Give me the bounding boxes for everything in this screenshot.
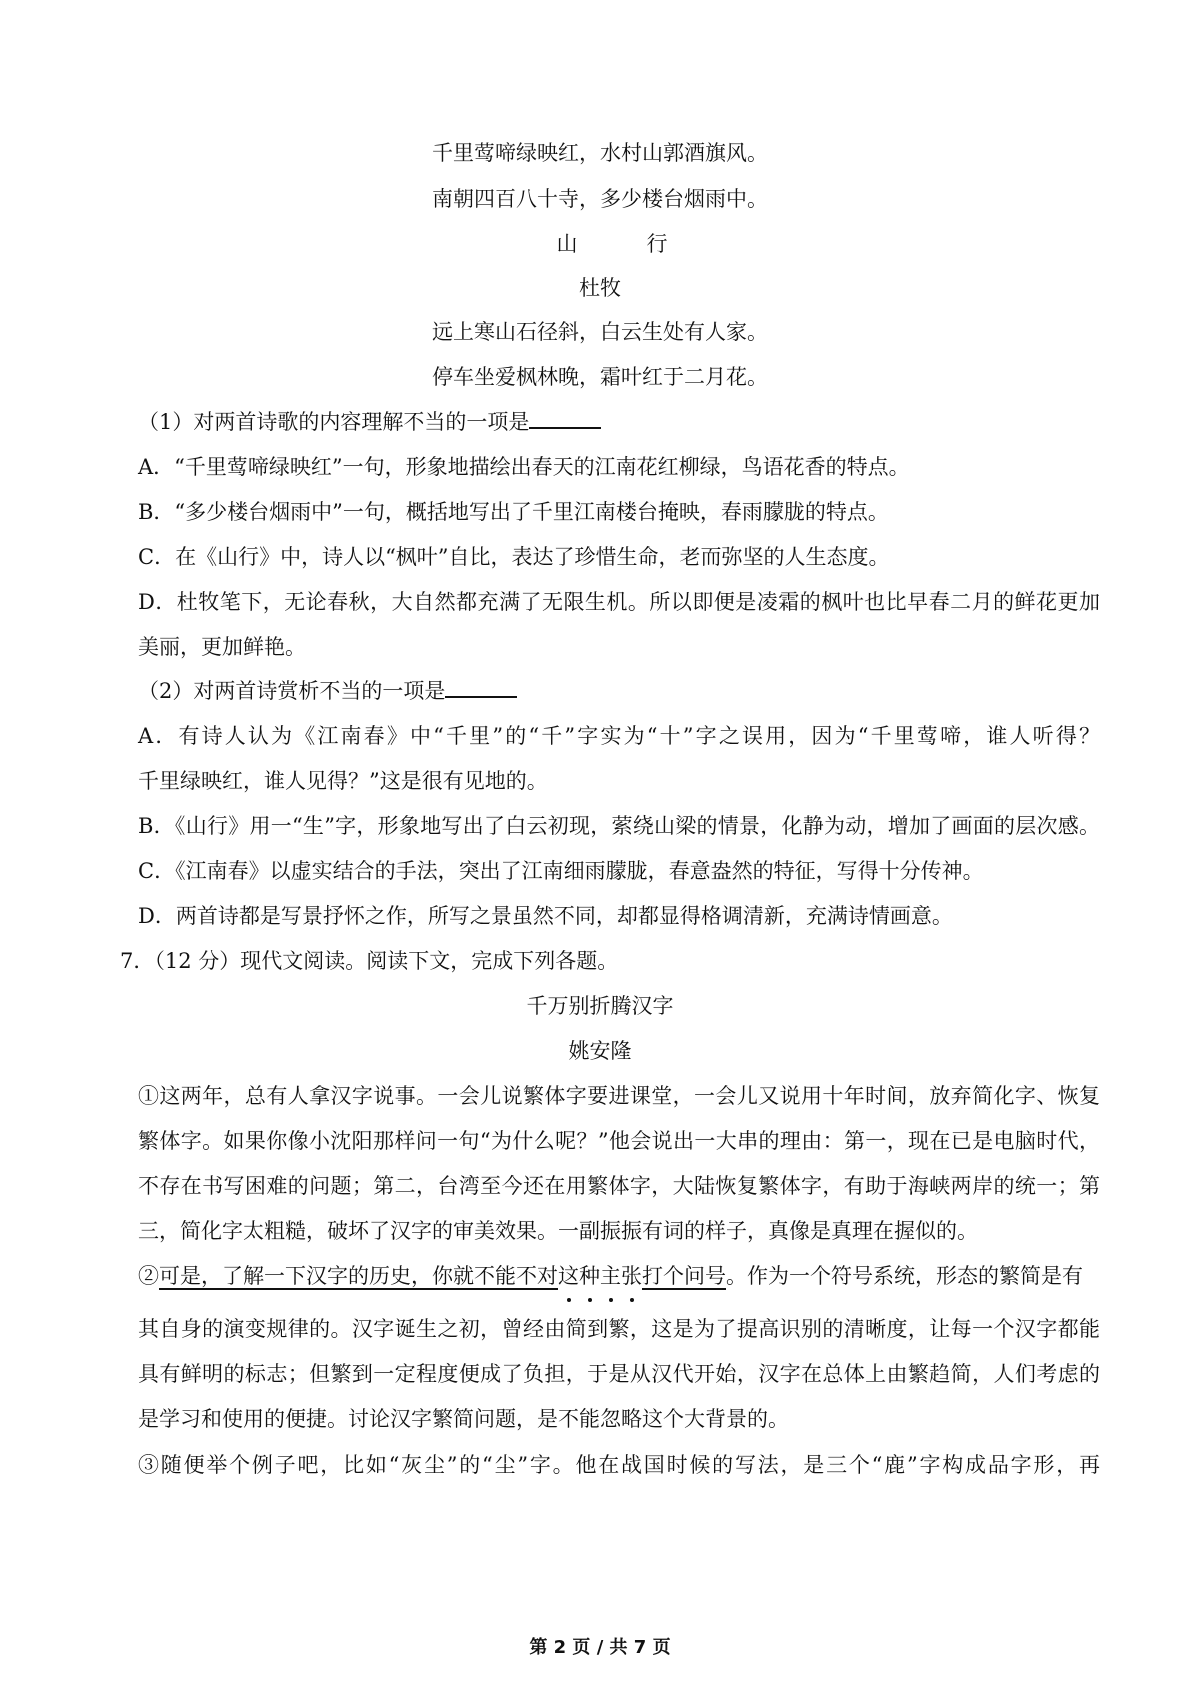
para3-line1: ③随便举个例子吧，比如“灰尘”的“尘”字。他在战国时候的写法，是三个“鹿”字构成品字形，再 <box>138 1453 1100 1477</box>
answer-blank[interactable] <box>445 676 517 698</box>
poem2-author: 杜牧 <box>579 276 621 300</box>
poem2-line2: 停车坐爱枫林晚，霜叶红于二月花。 <box>432 365 768 389</box>
para1-line1: ①这两年，总有人拿汉字说事。一会儿说繁体字要进课堂，一会儿又说用十年时间，放弃简化字、恢复 <box>138 1084 1100 1108</box>
q2-option-c: C．《江南春》以虚实结合的手法，突出了江南细雨朦胧，春意盎然的特征，写得十分传神。 <box>138 859 984 883</box>
article-author: 姚安隆 <box>568 1039 632 1063</box>
q2-option-d: D．两首诗都是写景抒怀之作，所写之景虽然不同，却都显得格调清新，充满诗情画意。 <box>138 904 953 928</box>
q2-option-a-line1: A．有诗人认为《江南春》中“千里”的“千”字实为“十”字之误用，因为“千里莺啼，谁人听得？ <box>138 724 1100 748</box>
q1-option-a: A．“千里莺啼绿映红”一句，形象地描绘出春天的江南花红柳绿，鸟语花香的特点。 <box>138 455 910 479</box>
q2-option-a-line2: 千里绿映红，谁人见得？”这是很有见地的。 <box>138 769 548 793</box>
para1-line3: 不存在书写困难的问题；第二，台湾至今还在用繁体字，大陆恢复繁体字，有助于海峡两岸的统一；第 <box>138 1174 1100 1198</box>
q1-stem-text: （1）对两首诗歌的内容理解不当的一项是 <box>138 410 530 434</box>
para2-line1-rest: 。作为一个符号系统，形态的繁简是有 <box>726 1264 1083 1288</box>
q2-option-b: B．《山行》用一“生”字，形象地写出了白云初现，萦绕山梁的情景，化静为动，增加了画面的层次感。 <box>138 814 1100 838</box>
poem1-line4: 南朝四百八十寺，多少楼台烟雨中。 <box>432 187 768 211</box>
poem2-title: 山 行 <box>556 232 692 256</box>
dotted-phrase: 这种主张 <box>558 1264 642 1288</box>
poem2-line1: 远上寒山石径斜，白云生处有人家。 <box>432 320 768 344</box>
underlined-phrase-2: 打个问号 <box>642 1264 726 1288</box>
q2-stem-text: （2）对两首诗赏析不当的一项是 <box>138 679 446 703</box>
para1-line4: 三，简化字太粗糙，破坏了汉字的审美效果。一副振振有词的样子，真像是真理在握似的。 <box>138 1219 978 1243</box>
para2-line4: 是学习和使用的便捷。讨论汉字繁简问题，是不能忽略这个大背景的。 <box>138 1407 789 1431</box>
para2-line1 <box>138 1261 1083 1291</box>
dotted-emphasis <box>558 1264 642 1288</box>
para2-number: ② <box>138 1264 159 1288</box>
article-title: 千万别折腾汉字 <box>526 994 674 1018</box>
q2-stem <box>138 676 517 706</box>
page-footer: 第 2 页 / 共 7 页 <box>529 1637 671 1658</box>
q1-option-d-line1: D．杜牧笔下，无论春秋，大自然都充满了无限生机。所以即便是凌霜的枫叶也比早春二月的鲜花更加 <box>138 590 1100 614</box>
q1-option-b: B．“多少楼台烟雨中”一句，概括地写出了千里江南楼台掩映，春雨朦胧的特点。 <box>138 500 889 524</box>
underlined-phrase: 可是，了解一下汉字的历史，你就不能不对 <box>159 1264 558 1288</box>
q1-option-c: C．在《山行》中，诗人以“枫叶”自比，表达了珍惜生命，老而弥坚的人生态度。 <box>138 545 890 569</box>
poem1-line3: 千里莺啼绿映红，水村山郭酒旗风。 <box>432 141 768 165</box>
para2-line3: 具有鲜明的标志；但繁到一定程度便成了负担，于是从汉代开始，汉字在总体上由繁趋简，人们考虑的 <box>138 1362 1100 1386</box>
para2-line2: 其自身的演变规律的。汉字诞生之初，曾经由简到繁，这是为了提高识别的清晰度，让每一个汉字都能 <box>138 1317 1100 1341</box>
q1-option-d-line2: 美丽，更加鲜艳。 <box>138 635 306 659</box>
q1-stem <box>138 407 601 437</box>
answer-blank[interactable] <box>529 407 601 429</box>
question-7-header: 7．（12 分）现代文阅读。阅读下文，完成下列各题。 <box>120 949 619 973</box>
emphasis-dots <box>558 1298 642 1302</box>
para1-line2: 繁体字。如果你像小沈阳那样问一句“为什么呢？”他会说出一大串的理由：第一，现在已是电脑时代， <box>138 1129 1100 1153</box>
